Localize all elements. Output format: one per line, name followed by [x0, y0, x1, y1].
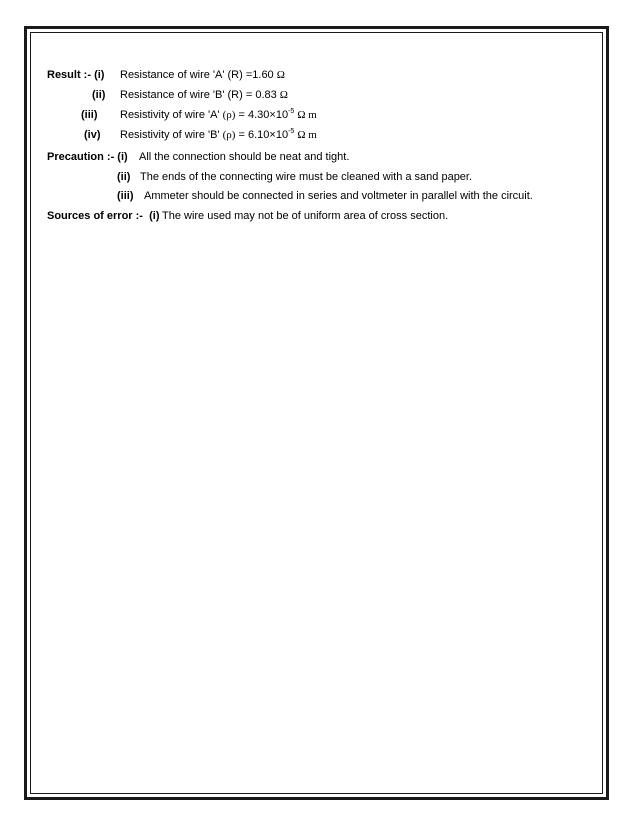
- sources-of-error-row-1: [47, 209, 159, 223]
- result-item-4-num: (iv): [84, 129, 101, 141]
- precaution-heading: Precaution :-: [47, 151, 115, 163]
- precaution-item-1-text: All the connection should be neat and tight.: [139, 151, 350, 163]
- sources-of-error-item-1-num: (i): [149, 210, 160, 222]
- result-item-2-num: (ii): [92, 89, 106, 101]
- result-item-4-text: Resistivity of wire 'B' $(\rho) = 6.10\times 10^{-5}$ Ω m: [120, 128, 317, 141]
- result-item-2-text: Resistance of wire 'B' (R) = 0.83 Ω: [120, 89, 288, 101]
- result-item-3-num: (iii): [81, 109, 98, 121]
- sources-of-error-item-1-text: The wire used may not be of uniform area of cross section.: [162, 210, 449, 222]
- precaution-item-2-num: (ii): [117, 171, 131, 183]
- precaution-item-2-text: The ends of the connecting wire must be cleaned with a sand paper.: [140, 171, 473, 183]
- result-item-3-text: Resistivity of wire 'A' $(\rho) = 4.30\times 10^{-5}$ Ω m: [120, 108, 317, 121]
- precaution-item-3-num: (iii): [117, 190, 134, 202]
- result-item-1-text: Resistance of wire 'A' (R) =1.60 Ω: [120, 69, 285, 81]
- result-item-1-num: (i): [94, 69, 105, 81]
- precaution-item-1-num: (i): [117, 151, 128, 163]
- page-border-inner: [30, 32, 603, 794]
- result-row-1: [47, 68, 104, 82]
- sources-of-error-heading: Sources of error :-: [47, 210, 143, 222]
- precaution-row-1: [47, 150, 128, 164]
- result-heading: Result :-: [47, 69, 91, 81]
- precaution-item-3-text: Ammeter should be connected in series and voltmeter in parallel with the circuit.: [144, 190, 533, 202]
